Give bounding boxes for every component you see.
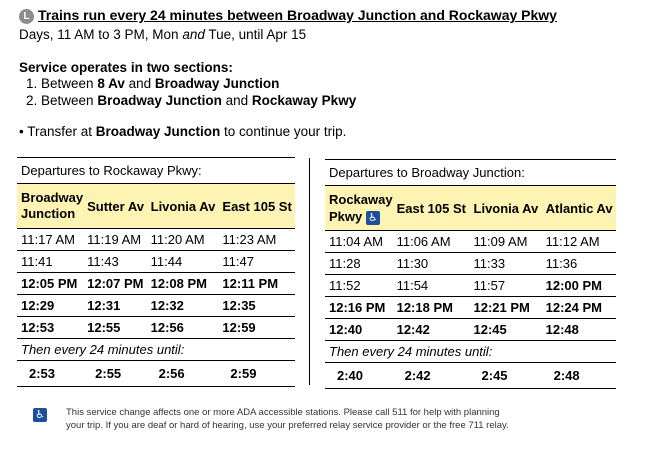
section-item-1 [26,76,279,91]
time-cell: 2:40 [325,363,393,389]
time-cell: 11:12 AM [542,231,616,253]
time-cell: 12:07 PM [83,273,146,295]
item-station: Rockaway Pkwy [251,93,357,108]
time-cell: 11:33 [470,253,542,275]
right-timetable [325,159,616,389]
time-cell: 12:55 [83,317,146,339]
time-cell: 2:55 [83,361,146,387]
time-cell: 12:24 PM [542,297,616,319]
time-cell: 12:35 [218,295,295,317]
time-cell: 12:45 [470,319,542,341]
time-cell: 11:43 [83,251,146,273]
table-row [325,275,616,297]
time-cell: 2:59 [218,361,295,387]
time-cell: 12:32 [147,295,219,317]
item-station: Broadway Junction [154,76,280,91]
time-cell: 12:00 PM [542,275,616,297]
item-station: 8 Av [97,76,125,91]
table-row [325,253,616,275]
footer-line: your trip. If you are deaf or hard of hearing, use your preferred relay service provider or the free 711 relay. [66,420,509,431]
item-text: Between [41,76,98,91]
column-header: East 105 St [218,184,295,229]
item-number: 1. [26,76,38,91]
transfer-text: • Transfer at [19,124,96,139]
time-cell: 11:41 [17,251,83,273]
left-timetable [17,157,295,387]
column-header: Atlantic Av [542,186,616,231]
time-cell: 11:17 AM [17,229,83,251]
time-cell: 2:53 [17,361,83,387]
time-cell: 11:44 [147,251,219,273]
item-text: Between [41,93,98,108]
table-row [325,363,616,389]
time-cell: 11:09 AM [470,231,542,253]
time-cell: 11:28 [325,253,393,275]
wheelchair-icon: ♿ [366,211,380,225]
frequency-note: Then every 24 minutes until: [325,341,616,363]
title-text: Trains run every 24 minutes between Broadway Junction and Rockaway Pkwy [38,7,557,23]
item-text: and [124,76,155,91]
table-row [17,295,295,317]
table-row [17,317,295,339]
table-row [17,361,295,387]
time-cell: 2:45 [470,363,542,389]
time-cell: 11:54 [393,275,470,297]
table-row [17,251,295,273]
time-cell: 11:04 AM [325,231,393,253]
table-row [325,319,616,341]
time-cell: 12:56 [147,317,219,339]
notice-title [19,7,557,24]
time-cell: 12:48 [542,319,616,341]
transfer-text: to continue your trip. [220,124,347,139]
footer-line: This service change affects one or more ADA accessible stations. Please call 511 for help with planning [66,407,500,418]
route-bullet-icon: L [19,9,34,24]
table-row [17,229,295,251]
time-cell: 12:40 [325,319,393,341]
item-station: Broadway Junction [97,93,222,108]
time-cell: 2:56 [147,361,219,387]
schedule-and: and [182,27,205,42]
time-cell: 11:23 AM [218,229,295,251]
time-cell: 12:21 PM [470,297,542,319]
transfer-station: Broadway Junction [95,124,221,139]
frequency-note: Then every 24 minutes until: [17,339,295,361]
time-cell: 12:16 PM [325,297,393,319]
item-number: 2. [26,93,38,108]
table-caption: Departures to Rockaway Pkwy: [17,158,295,184]
time-cell: 12:08 PM [147,273,219,295]
time-cell: 12:53 [17,317,83,339]
time-cell: 12:59 [218,317,295,339]
time-cell: 11:19 AM [83,229,146,251]
column-header: Broadway Junction [17,184,83,229]
time-cell: 11:52 [325,275,393,297]
table-row [325,297,616,319]
table-caption: Departures to Broadway Junction: [325,160,616,186]
time-cell: 2:48 [542,363,616,389]
column-header [325,186,393,231]
time-cell: 12:05 PM [17,273,83,295]
time-cell: 11:47 [218,251,295,273]
section-item-2 [26,93,356,108]
column-header: Livonia Av [470,186,542,231]
column-header: East 105 St [393,186,470,231]
time-cell: 11:30 [393,253,470,275]
table-row [325,231,616,253]
time-cell: 11:57 [470,275,542,297]
table-row [17,273,295,295]
time-cell: 12:31 [83,295,146,317]
time-cell: 12:18 PM [393,297,470,319]
schedule-prefix: Days, 11 AM to 3 PM, Mon [19,27,183,42]
time-cell: 11:06 AM [393,231,470,253]
schedule-line [19,27,306,42]
sections-heading: Service operates in two sections: [19,60,233,75]
time-cell: 2:42 [393,363,470,389]
time-cell: 12:42 [393,319,470,341]
column-header: Livonia Av [147,184,219,229]
time-cell: 12:29 [17,295,83,317]
time-cell: 12:11 PM [218,273,295,295]
item-text: and [221,93,252,108]
time-cell: 11:20 AM [147,229,219,251]
table-divider [309,158,310,385]
schedule-suffix: Tue, until Apr 15 [204,27,307,42]
transfer-note [19,124,346,139]
ada-footer-note [66,406,509,432]
wheelchair-icon: ♿ [33,408,47,422]
column-header: Sutter Av [83,184,146,229]
time-cell: 11:36 [542,253,616,275]
column-header-text: Rockaway Pkwy [329,192,393,224]
